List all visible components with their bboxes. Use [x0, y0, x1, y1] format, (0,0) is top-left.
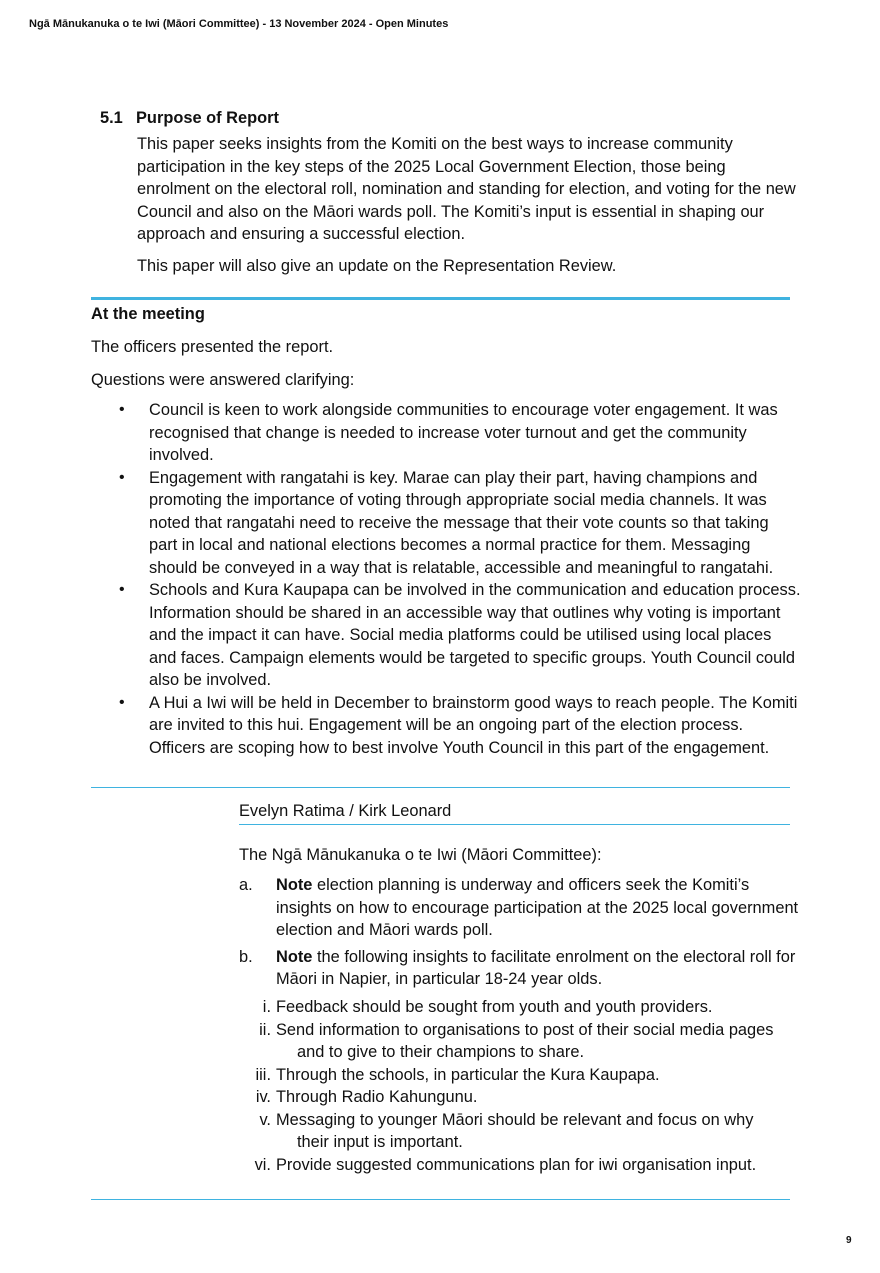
- bullet-icon: •: [119, 693, 125, 711]
- roman-label: iv.: [255, 1088, 271, 1106]
- roman-label: ii.: [259, 1020, 271, 1039]
- roman-label: iii.: [255, 1065, 271, 1084]
- item-text: election planning is underway and officers seek the Komiti’s insights on how to encourage participation at the 2025 local government election and Māori wards poll.: [276, 876, 799, 939]
- item-text: the following insights to facilitate enrolment on the electoral roll for Māori in Napier, in particular 18-24 year olds.: [276, 947, 796, 988]
- section-heading: [100, 107, 279, 129]
- section-number: 5.1: [100, 109, 123, 127]
- sublist-text: Messaging to younger Māori should be relevant and focus on why: [276, 1110, 754, 1129]
- roman-label: v.: [259, 1110, 271, 1129]
- item-bold-verb: Note: [276, 876, 313, 894]
- purpose-paragraph: This paper will also give an update on the Representation Review.: [137, 257, 617, 275]
- roman-label: i.: [262, 998, 271, 1016]
- roman-label: vi.: [254, 1155, 271, 1174]
- bullet-icon: •: [119, 468, 125, 486]
- meeting-presented-text: The officers presented the report.: [91, 338, 334, 356]
- sublist-text: Provide suggested communications plan for iwi organisation input.: [276, 1155, 757, 1174]
- sublist-text-continued: and to give to their champions to share.: [297, 1043, 585, 1061]
- sublist-text-continued: their input is important.: [297, 1133, 463, 1151]
- sublist-item: [239, 996, 799, 1019]
- list-item: [91, 579, 801, 692]
- insights-sublist: [239, 996, 799, 1176]
- bullet-text: Council is keen to work alongside communities to encourage voter engagement. It was recognised that change is needed to increase voter turnout and get the community involved.: [149, 401, 778, 464]
- page-header: Ngā Mānukanuka o te Iwi (Māori Committee) - 13 November 2024 - Open Minutes: [29, 18, 449, 30]
- sublist-item: [239, 1064, 799, 1087]
- bullet-text: A Hui a Iwi will be held in December to brainstorm good ways to reach people. The Komiti are invited to this hui. Engagement will be an ongoing part of the election process. Officers are scoping how to best involve Youth Council in this part of the engagement.: [149, 693, 798, 757]
- section-title: Purpose of Report: [136, 109, 279, 127]
- bullet-icon: •: [119, 401, 125, 418]
- item-label: a.: [239, 876, 253, 894]
- resolution-item: [239, 874, 799, 942]
- sublist-item: [239, 1109, 799, 1154]
- page-number: 9: [846, 1235, 852, 1246]
- sublist-text: Feedback should be sought from youth and youth providers.: [276, 998, 713, 1016]
- sublist-item: [239, 1086, 799, 1109]
- questions-intro: Questions were answered clarifying:: [91, 371, 355, 389]
- item-label: b.: [239, 947, 253, 966]
- resolution-divider-top: [91, 787, 790, 788]
- movers-line: Evelyn Ratima / Kirk Leonard: [239, 800, 790, 825]
- sublist-text: Send information to organisations to post of their social media pages: [276, 1020, 774, 1039]
- meeting-bullet-list: [91, 399, 801, 759]
- resolution-divider-bottom: [91, 1199, 790, 1200]
- purpose-paragraph: This paper seeks insights from the Komiti on the best ways to increase community participation in the key steps of the 2025 Local Government Election, those being enrolment on the electoral roll, nomination and standing for election, and voting for the new Council and also on the Māori wards poll. The Komiti’s input is essential in shaping our approach and ensuring a successful election.: [137, 135, 796, 243]
- bullet-icon: •: [119, 581, 125, 598]
- section-divider: [91, 297, 790, 300]
- sublist-item: [239, 1154, 799, 1177]
- item-bold-verb: Note: [276, 947, 313, 966]
- sublist-text: Through Radio Kahungunu.: [276, 1088, 478, 1106]
- resolution-item: [239, 946, 799, 991]
- bullet-text: Schools and Kura Kaupapa can be involved in the communication and education process. Information should be shared in an accessible way that outlines why voting is important and the impact it can have. Social media platforms could be utilised using local places and faces. Campaign elements would be targeted to specific groups. Youth Council could also be involved.: [149, 581, 801, 689]
- sublist-item: [239, 1019, 799, 1064]
- list-item: [91, 692, 801, 760]
- resolution-list: [239, 874, 799, 995]
- list-item: [91, 467, 801, 580]
- bullet-text: Engagement with rangatahi is key. Marae can play their part, having champions and promoting the importance of voting through appropriate social media channels. It was noted that rangatahi need to receive the message that their vote counts so that taking part in local and national elections becomes a normal practice for them. Messaging should be conveyed in a way that is relatable, accessible and meaningful to rangatahi.: [149, 468, 774, 577]
- sublist-text: Through the schools, in particular the Kura Kaupapa.: [276, 1065, 660, 1084]
- meeting-heading: At the meeting: [91, 305, 205, 323]
- committee-statement: The Ngā Mānukanuka o te Iwi (Māori Committee):: [239, 846, 602, 864]
- list-item: [91, 399, 801, 467]
